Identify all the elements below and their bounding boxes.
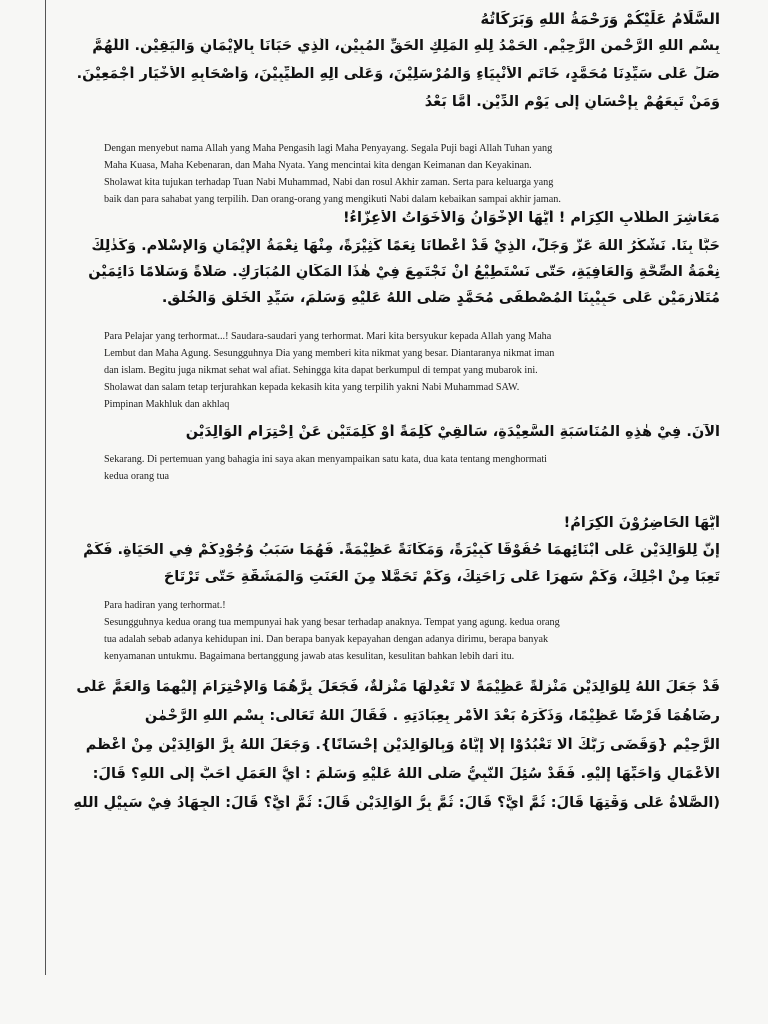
- translation-line: Sesungguhnya kedua orang tua mempunyai hak yang besar terhadap anaknya. Tempat yang agung. kedua orang: [104, 617, 560, 628]
- translation-line: Maha Kuasa, Maha Kebenaran, dan Maha Nyata. Yang mencintai kita dengan Keimanan dan Keyakinan.: [104, 160, 532, 171]
- translation-line: Dengan menyebut nama Allah yang Maha Pengasih lagi Maha Penyayang. Segala Puji bagi Allah Tuhan yang: [104, 143, 553, 154]
- arabic-line: رِضَاهُمَا فَرْضًا عَظِيْمًا، وَذَكَرَهُ بَعْدَ الْأَمْرِ بِعِبَادَتِهِ . فَقَالَ اللهُ تَعَالَى: بِسْمِ اللهِ الرَّحْمٰنِ: [144, 708, 720, 724]
- arabic-line: صَلِّ عَلَى سَيِّدِنَا مُحَمَّدٍ، خَاتَمِ الْأَنْبِيَاءِ وَالْمُرْسَلِيْنَ، وَعَلَى آلِهِ الطَّيِّبِيْنَ، وَأَصْحَابِهِ الْأَخْيَارِ أَجْمَعِيْنَ.: [76, 66, 720, 82]
- page-edge-line: [45, 0, 46, 975]
- arabic-line: تَعِبَا مِنْ أَجْلِكَ، وَكَمْ سَهِرَا عَلَى رَاحَتِكَ، وَكَمْ تَحَمَّلَا مِنَ الْعَنَتِ وَالْمَشَقَّةِ حَتَّى تَرْتَاحَ: [163, 569, 720, 585]
- arabic-line: قَدْ جَعَلَ اللهُ لِلْوَالِدَيْنِ مَنْزِلَةً عَظِيْمَةً لَا تَعْدِلُهَا مَنْزِلَةٌ، فَجَعَلَ بِرَّهُمَا وَالْإِحْتِرَامَ إِلَيْهِمَا وَالْعَمَّ عَلَى: [76, 679, 720, 695]
- translation-line: Lembut dan Maha Agung. Sesungguhnya Dia yang memberi kita nikmat yang besar. Diantaranya nikmat iman: [104, 348, 555, 359]
- translation-line: Sholawat dan salam tetap terjurahkan kepada kekasih kita yang terpilih yakni Nabi Muhammad SAW.: [104, 382, 520, 393]
- arabic-line: وَمَنْ تَبِعَهُمْ بِإِحْسَانٍ إِلَى يَوْمِ الدِّيْنِ. أَمَّا بَعْدُ: [424, 94, 720, 110]
- translation-line: Para Pelajar yang terhormat...! Saudara-saudari yang terhormat. Mari kita bersyukur kepada Allah yang Maha: [104, 331, 552, 342]
- arabic-line: اَلْآنَ. فِيْ هٰذِهِ الْمُنَاسَبَةِ السَّعِيْدَةِ، سَأُلْقِيْ كَلِمَةً أَوْ كَلِمَتَيْنِ عَنْ اِحْتِرَامِ الْوَالِدَيْنِ: [185, 424, 720, 440]
- translation-line: baik dan para sahabat yang terpilih. Dan orang-orang yang mengikuti Nabi dalam kebaikan sampai akhir jaman.: [104, 194, 561, 205]
- arabic-line: الرَّحِيْمِ {وَقَضَى رَبُّكَ أَلَّا تَعْبُدُوْا إِلَّا إِيَّاهُ وَبِالْوَالِدَيْنِ إِحْسَانًا}. وَجَعَلَ اللهُ بِرَّ الْوَالِدَيْنِ مِنْ أَعْظَمِ: [85, 737, 720, 753]
- translation-line: tua adalah sebab adanya kehidupan ini. Dan berapa banyak kepayahan dengan adanya dirimu, berapa banyak: [104, 634, 549, 645]
- arabic-line: حَبًّا بِنَا. نَشْكُرُ اللهَ عَزَّ وَجَلَّ، اَلَّذِيْ قَدْ أَعْطَانَا نِعَمًا كَثِيْرَةً، مِنْهَا نِعْمَةُ الْإِيْمَانِ وَالْإِسْلَامِ. وَكَذٰلِكَ: [91, 238, 720, 254]
- arabic-line: بِسْمِ اللهِ الرَّحْمنِ الرَّحِيْمِ. اَلْحَمْدُ لِلّٰهِ الْمَلِكِ الْحَقِّ الْمُبِيْنِ، اَلَّذِي حَبَانَا بِالْإِيْمَانِ وَالْيَقِيْنِ. اَللّٰهُمَّ: [92, 38, 720, 54]
- translation-line: dan islam. Begitu juga nikmat sehat wal afiat. Sehingga kita dapat berkumpul di tempat yang mubarok ini.: [104, 365, 538, 376]
- arabic-heading: أَيُّهَا الْحَاضِرُوْنَ الْكِرَامُ!: [563, 515, 720, 531]
- arabic-line: الْأَعْمَالِ وَأَحَبِّهَا إِلَيْهِ. فَقَدْ سُئِلَ النَّبِيُّ صَلَّى اللهُ عَلَيْهِ وَسَلَّمَ : أَيُّ الْعَمَلِ أَحَبُّ إِلَى اللهِ؟ قَالَ:: [92, 766, 720, 782]
- translation-line: Sekarang. Di pertemuan yang bahagia ini saya akan menyampaikan satu kata, dua kata tentang menghormati: [104, 454, 547, 465]
- arabic-line: نِعْمَةُ الصِّحَّةِ وَالْعَافِيَةِ، حَتَّى نَسْتَطِيْعُ أَنْ نَجْتَمِعَ فِيْ هٰذَا الْمَكَانِ الْمُبَارَكِ. صَلَاةً وَسَلَامًا دَائِمَيْنِ: [88, 264, 720, 280]
- translation-line: Sholawat kita tujukan terhadap Tuan Nabi Muhammad, Nabi dan rosul Akhir zaman. Serta para keluarga yang: [104, 177, 554, 188]
- translation-line: kedua orang tua: [104, 471, 170, 482]
- arabic-line: مُتَلَازِمَيْنِ عَلَى حَبِيْبِنَا الْمُصْطَفَى مُحَمَّدٍ صَلَّى اللهُ عَلَيْهِ وَسَلَّمَ، سَيِّدِ الْخَلْقِ وَالْخُلُقِ.: [161, 290, 720, 306]
- translation-line: kenyamanan untukmu. Bagaimana bertanggung jawab atas kesulitan, kesulitan bahkan lebih dari itu.: [104, 651, 515, 662]
- arabic-line: (الصَّلَاةُ عَلَى وَقْتِهَا قَالَ: ثُمَّ أَيٌّ؟ قَالَ: ثُمَّ بِرُّ الْوَالِدَيْنِ قَالَ: ثُمَّ أَيٌّ؟ قَالَ: اَلْجِهَادُ فِيْ سَبِيْلِ اللهِ: [73, 795, 720, 811]
- translation-line: Para hadiran yang terhormat.!: [104, 600, 226, 611]
- arabic-heading: مَعَاشِرَ الطُّلَّابِ الْكِرَامِ ! أَيُّهَا الْإِخْوَانُ وَالْأَخَوَاتُ الْأَعِزَّاءُ!: [342, 210, 720, 226]
- greeting-arabic: السَّلَامُ عَلَيْكُمْ وَرَحْمَةُ اللهِ وَبَرَكَاتُهُ: [480, 10, 720, 28]
- translation-line: Pimpinan Makhluk dan akhlaq: [104, 399, 230, 410]
- arabic-line: إِنَّ لِلْوَالِدَيْنِ عَلَى أَبْنَائِهِمَا حُقُوْقًا كَبِيْرَةً، وَمَكَانَةً عَظِيْمَةً. فَهُمَا سَبَبُ وُجُوْدِكُمْ فِي الْحَيَاةِ. فَكَمْ: [83, 542, 720, 558]
